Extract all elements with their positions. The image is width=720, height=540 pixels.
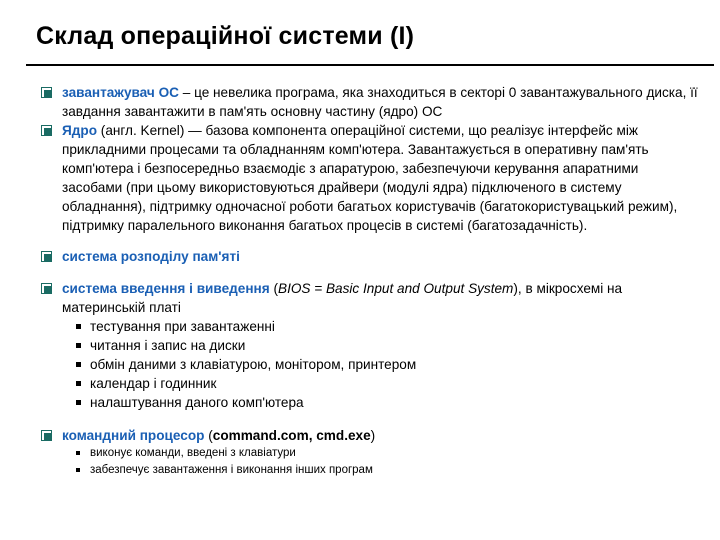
term-command-processor: командний процесор: [62, 428, 205, 443]
list-item-bootloader: [38, 83, 698, 121]
bios-expansion: BIOS = Basic Input and Output System: [278, 281, 514, 296]
list-item-io-system: [38, 279, 698, 412]
list-item: виконує команди, введені з клавіатури: [76, 445, 698, 462]
term-memory-system: система розподілу пам'яті: [62, 249, 240, 264]
command-processor-functions-list: [62, 445, 698, 479]
list-item-memory: [38, 247, 698, 266]
bootloader-description: – це невелика програма, яка знаходиться в секторі 0 завантажувального диска, її завдання завантажити в пам'ять основну частину (ядро) ОС: [62, 85, 698, 119]
term-bootloader: завантажувач ОС: [62, 85, 179, 100]
list-item: читання і запис на диски: [76, 336, 698, 355]
io-paren-open: (: [269, 281, 279, 296]
list-item: календар і годинник: [76, 374, 698, 393]
io-functions-list: [62, 317, 698, 412]
term-io-system: система введення і виведення: [62, 281, 270, 296]
list-item-kernel: [38, 121, 698, 235]
list-item: забезпечує завантаження і виконання інших програм: [76, 462, 698, 479]
kernel-description: (англ. Kernel) — базова компонента операційної системи, що реалізує інтерфейс між прикладними процесами та обладнанням комп'ютера. Завантажується в оперативну пам'ять комп'ютера і безпосередньо взаємодіє з апаратурою, забезпечуючи керування апаратними засобами (при цьому використовуються драйвери (модулі ядра) підключеного в систему обладнання), підтримку одночасної роботи багатьох користувачів (багатокористувацький режим), підтримку паралельного виконання багатьох процесів в системі (багатозадачність).: [62, 123, 678, 233]
title-underline: [26, 64, 714, 66]
command-files: command.com, cmd.exe: [212, 428, 371, 443]
checkbox-bullet-icon: [41, 87, 52, 98]
list-item: налаштування даного комп'ютера: [76, 393, 698, 412]
checkbox-bullet-icon: [41, 125, 52, 136]
cmd-paren-open: (: [204, 428, 213, 443]
term-kernel: Ядро: [62, 123, 98, 138]
io-description: ), в мікросхемі на материнській платі: [62, 281, 623, 315]
checkbox-bullet-icon: [41, 251, 52, 262]
checkbox-bullet-icon: [41, 430, 52, 441]
list-item: обмін даними з клавіатурою, монітором, принтером: [76, 355, 698, 374]
list-item: тестування при завантаженні: [76, 317, 698, 336]
checkbox-bullet-icon: [41, 283, 52, 294]
list-item-command-processor: [38, 426, 698, 479]
slide-content: [38, 83, 698, 479]
cmd-paren-close: ): [370, 428, 376, 443]
slide-title: Склад операційної системи (I): [36, 22, 415, 50]
